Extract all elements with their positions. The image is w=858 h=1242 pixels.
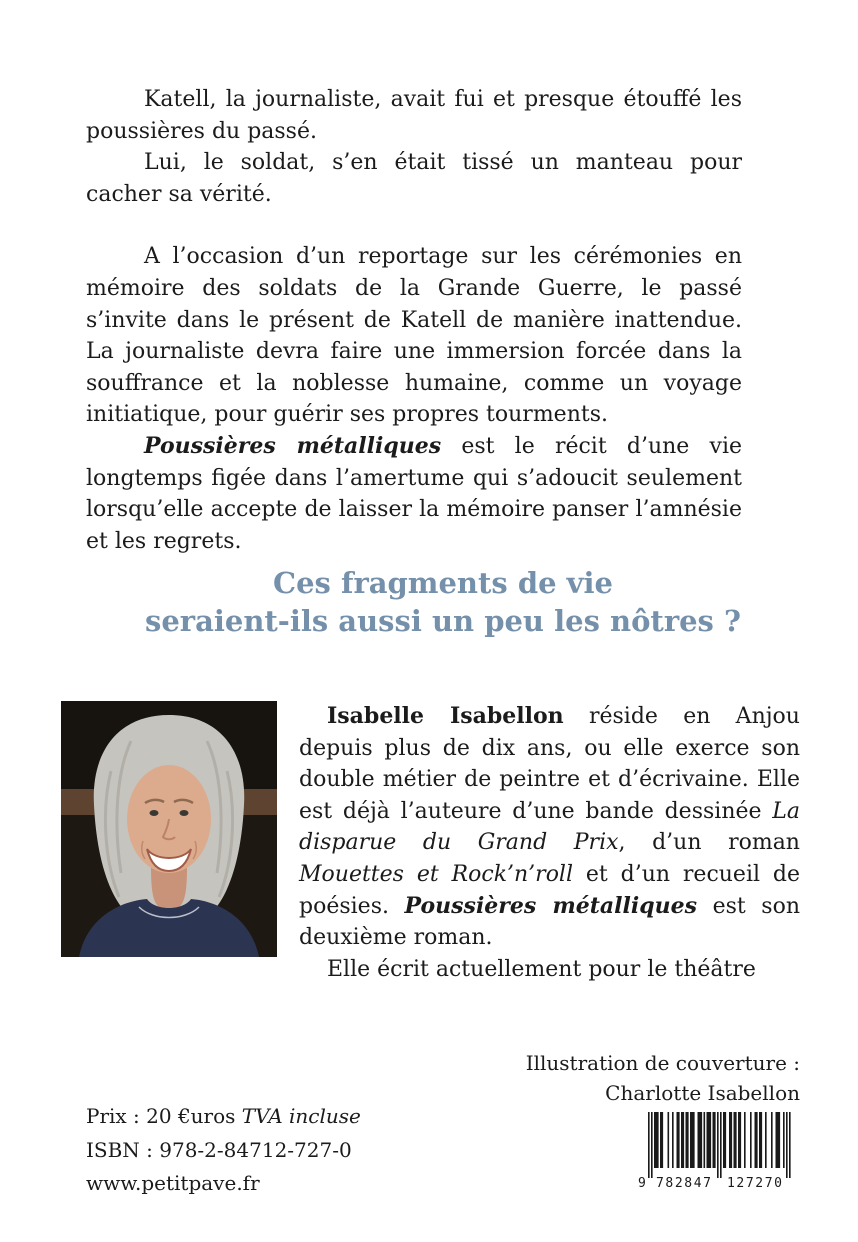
price-line: [86, 1100, 361, 1134]
synopsis-paragraph-3: A l’occasion d’un reportage sur les cérémonies en mémoire des soldats de la Grande Guerre, le passé s’invite dans le présent de Katell de manière inattendue. La journaliste devra faire une immersion forcée dans la souffrance et la noblesse humaine, comme un voyage initiatique, pour guérir ses propres tourments.: [86, 244, 742, 428]
comic-title: La disparue du Grand Prix: [299, 798, 800, 856]
illustrator-name: Charlotte Isabellon: [605, 1081, 800, 1105]
synopsis-paragraph-1: Katell, la journaliste, avait fui et presque étouffé les poussières du passé.: [86, 87, 742, 144]
tagline-line-1: Ces fragments de vie: [273, 566, 613, 600]
author-current-work: Elle écrit actuellement pour le théâtre: [327, 956, 756, 982]
author-section: [61, 701, 800, 985]
bio-text-2: , d’un roman: [618, 830, 800, 856]
tagline: [86, 564, 800, 640]
tagline-line-2: seraient-ils aussi un peu les nôtres ?: [145, 604, 741, 638]
author-name: Isabelle Isabellon: [327, 703, 564, 729]
bio-text-3: et d’un recueil de poésies.: [299, 861, 801, 919]
book-title: Poussières métalliques: [144, 432, 442, 459]
author-bio-paragraph: [299, 701, 800, 954]
synopsis: [86, 84, 742, 557]
barcode: [638, 1112, 798, 1188]
isbn-line: ISBN : 978-2-84712-727-0: [86, 1137, 352, 1162]
barcode-digits-left: 782847: [656, 1176, 711, 1188]
cover-credits: [380, 1048, 800, 1108]
barcode-digit-lead: 9: [638, 1176, 646, 1188]
barcode-digits-right: 127270: [727, 1176, 782, 1188]
barcode-bars: [648, 1112, 791, 1178]
synopsis-paragraph-4: [86, 431, 742, 557]
bio-text-1: réside en Anjou depuis plus de dix ans, ou elle exerce son double métier de peintre et d’écrivaine. Elle est déjà l’auteure d’une bande dessinée: [299, 704, 800, 824]
publisher-website: www.petitpave.fr: [86, 1171, 260, 1195]
illustration-credit-label: Illustration de couverture :: [525, 1051, 800, 1075]
author-photo-illustration: [61, 701, 277, 957]
synopsis-paragraph-4-text: est le récit d’une vie longtemps figée dans l’amertume qui s’adoucit seulement lorsqu’elle accepte de laisser la mémoire panser l’amnésie et les regrets.: [86, 433, 743, 554]
price-value: Prix : 20 €uros: [86, 1104, 236, 1128]
novel-title: Mouettes et Rock’n’roll: [299, 861, 574, 887]
price-tax-note: TVA incluse: [241, 1104, 361, 1128]
synopsis-paragraph-2: Lui, le soldat, s’en était tissé un manteau pour cacher sa vérité.: [86, 150, 742, 207]
bio-text-4: est son deuxième roman.: [299, 893, 801, 951]
author-photo: [61, 701, 277, 957]
author-bio: [299, 701, 800, 985]
pricing-block: [86, 1100, 361, 1201]
book-title-mention: Poussières métalliques: [404, 892, 698, 919]
